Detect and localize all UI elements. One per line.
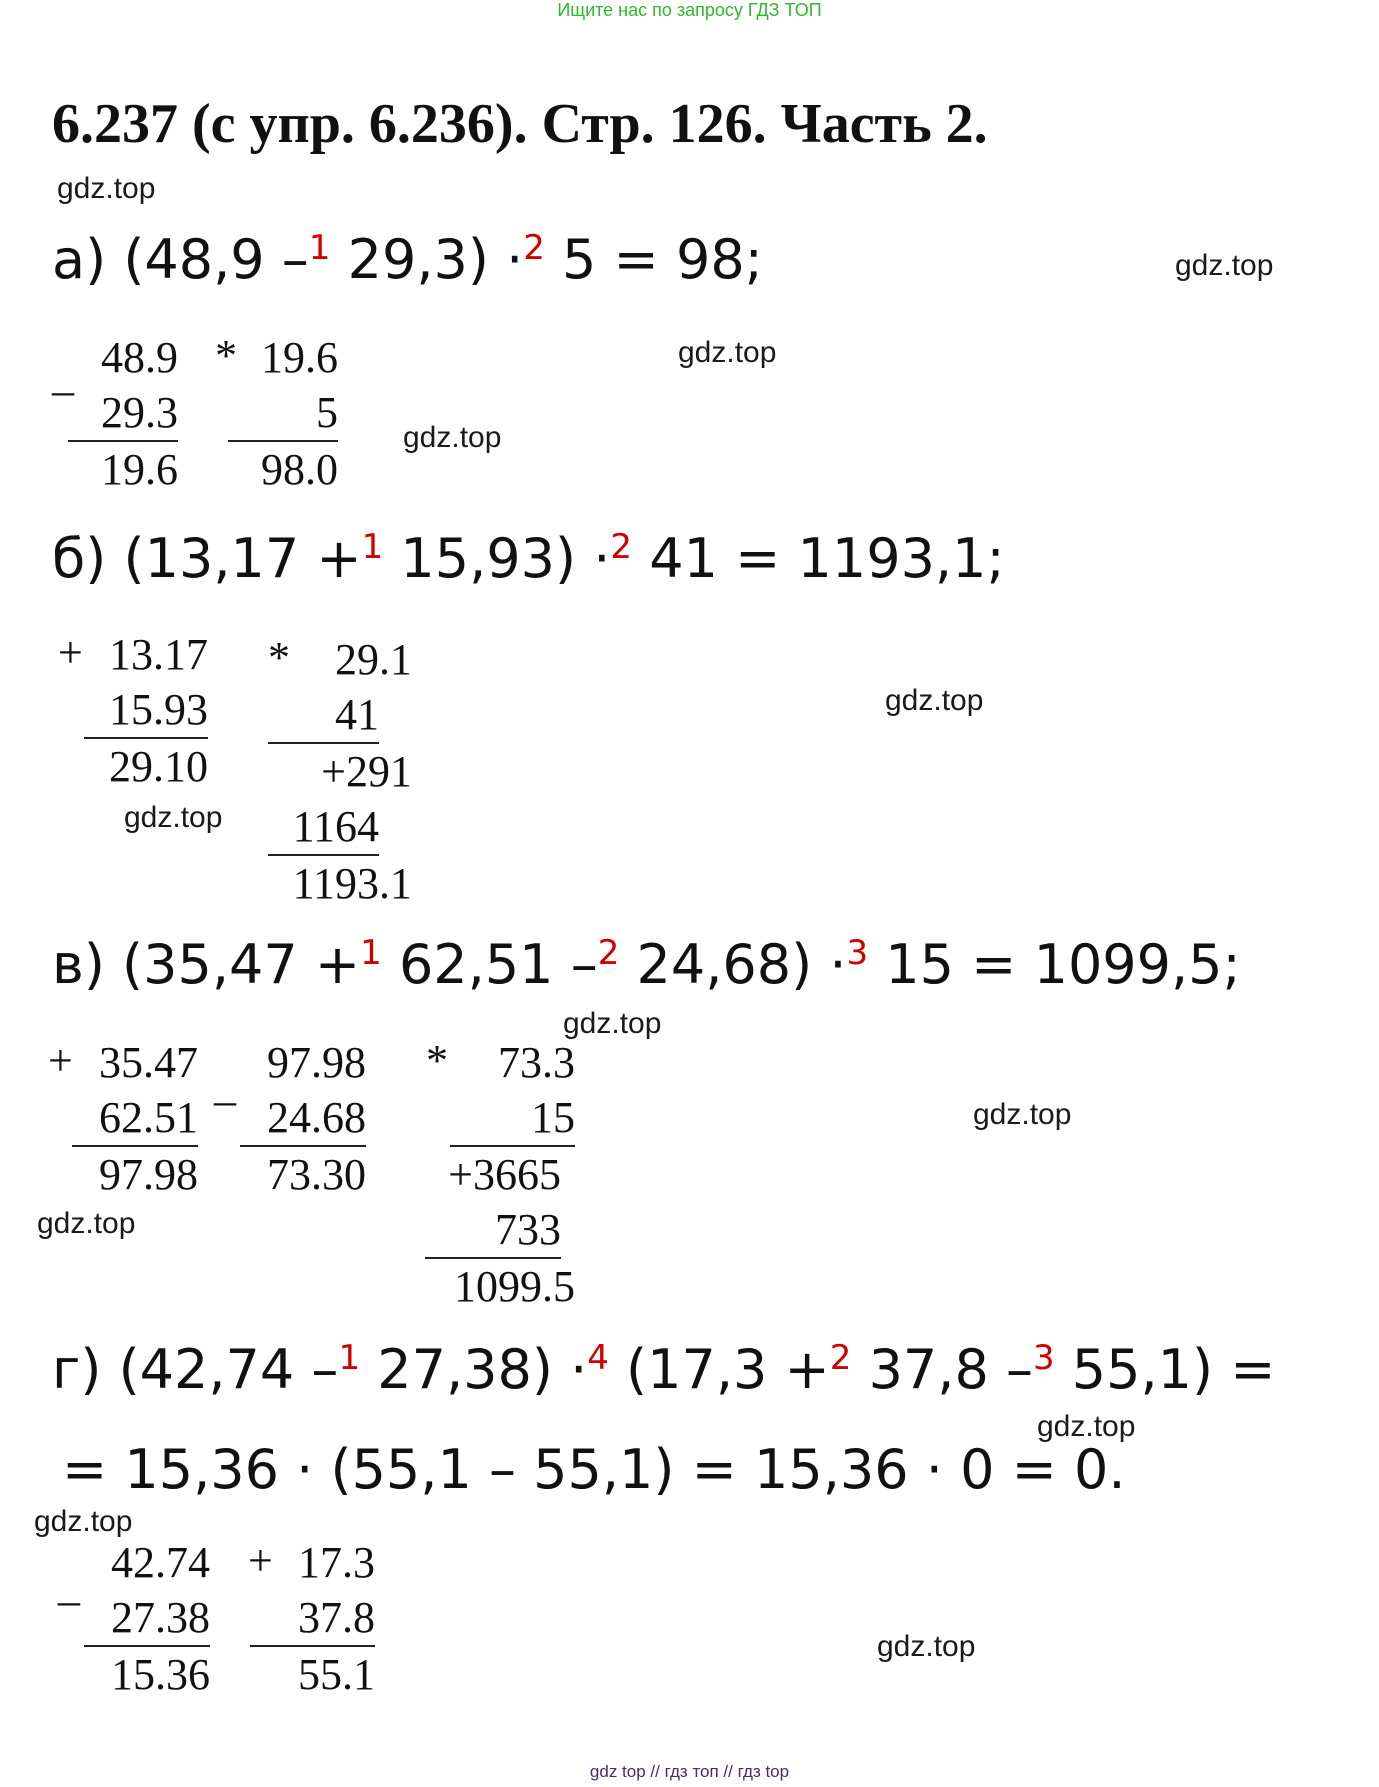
watermark: gdz.top xyxy=(1175,249,1274,282)
column-addition: 35.47 62.51 97.98 xyxy=(72,1035,198,1202)
column-addition: 17.3 37.8 55.1 xyxy=(250,1535,375,1702)
watermark: gdz.top xyxy=(563,1007,662,1040)
equation-v: в) (35,47 +$^1$ 62,51 –$^2$ 24,68) ·$^3$ 15 = 1099,5; xyxy=(52,933,1241,996)
plus-sign: + xyxy=(248,1536,273,1585)
watermark: gdz.top xyxy=(678,336,777,369)
multiply-sign: * xyxy=(426,1036,448,1085)
watermark: gdz.top xyxy=(37,1207,136,1240)
column-multiplication: 19.6 5 98.0 xyxy=(228,330,338,497)
watermark: gdz.top xyxy=(1037,1410,1136,1443)
search-hint-link[interactable]: Ищите нас по запросу ГДЗ ТОП xyxy=(557,0,822,20)
watermark: gdz.top xyxy=(57,172,156,205)
watermark: gdz.top xyxy=(973,1098,1072,1131)
plus-sign: + xyxy=(58,628,83,677)
watermark: gdz.top xyxy=(877,1630,976,1663)
equation-g: г) (42,74 –$^1$ 27,38) ·$^4$ (17,3 +$^2$ 37,8 –$^3$ 55,1) = xyxy=(52,1338,1276,1401)
column-subtraction: 42.74 27.38 15.36 xyxy=(84,1535,210,1702)
watermark: gdz.top xyxy=(403,421,502,454)
minus-sign: _ xyxy=(58,1561,80,1610)
watermark: gdz.top xyxy=(885,684,984,717)
multiply-sign: * xyxy=(268,633,290,682)
minus-sign: _ xyxy=(52,351,74,400)
column-multiplication: 29.1 41 +291 1164 1193.1 xyxy=(268,632,412,911)
column-addition: 13.17 15.93 29.10 xyxy=(84,627,208,794)
watermark: gdz.top xyxy=(34,1505,133,1538)
page-title: 6.237 (с упр. 6.236). Стр. 126. Часть 2. xyxy=(52,93,988,155)
multiply-sign: * xyxy=(215,331,237,380)
minus-sign: _ xyxy=(214,1061,236,1110)
column-subtraction: 97.98 24.68 73.30 xyxy=(240,1035,366,1202)
plus-sign: + xyxy=(48,1036,73,1085)
column-multiplication: 73.3 15 +3665 733 1099.5 xyxy=(425,1035,575,1314)
column-subtraction: 48.9 29.3 19.6 xyxy=(68,330,178,497)
watermark: gdz.top xyxy=(124,801,223,834)
equation-g-continuation: = 15,36 · (55,1 – 55,1) = 15,36 · 0 = 0. xyxy=(62,1438,1126,1501)
footer-links[interactable]: gdz top // гдз топ // гдз top xyxy=(589,1762,790,1781)
equation-a: а) (48,9 –$^1$ 29,3) ·$^2$ 5 = 98; xyxy=(52,228,763,291)
equation-b: б) (13,17 +$^1$ 15,93) ·$^2$ 41 = 1193,1; xyxy=(52,527,1005,590)
